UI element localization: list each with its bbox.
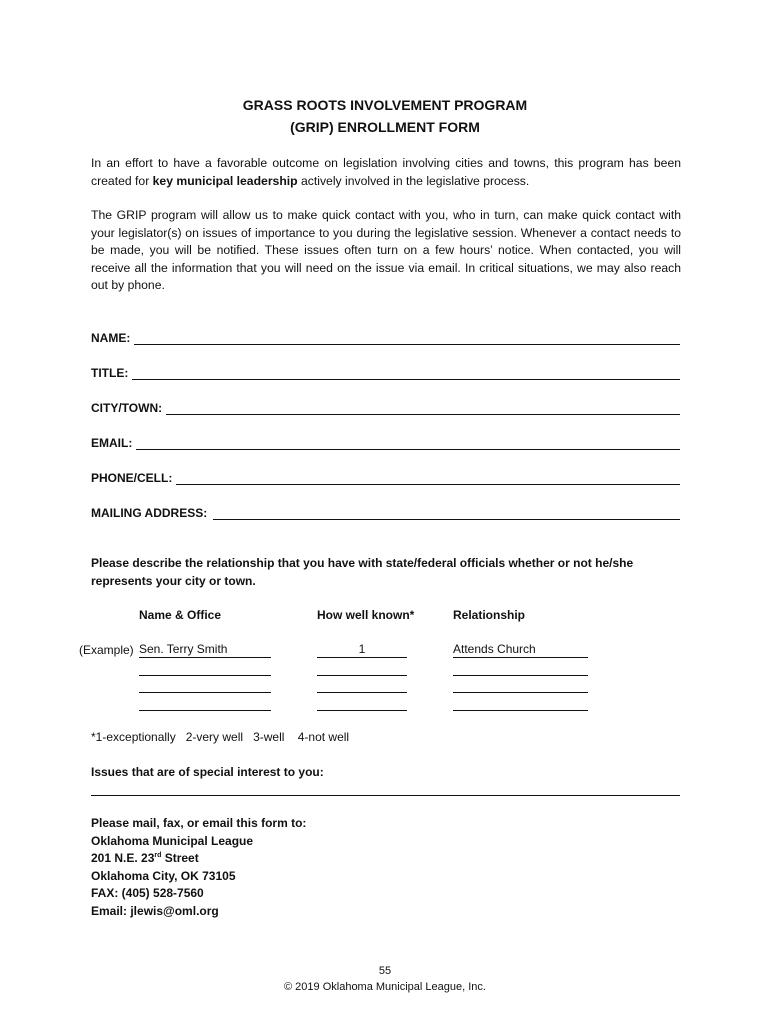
mail-city: Oklahoma City, OK 73105 — [91, 868, 236, 883]
row-1-how-well-line[interactable] — [317, 661, 407, 676]
mail-street-ordinal: rd — [154, 852, 162, 859]
name-label: NAME: — [91, 331, 131, 345]
page-number: 55 — [378, 965, 392, 977]
city-town-input-line[interactable] — [166, 402, 680, 415]
issues-input-line[interactable] — [91, 795, 680, 796]
row-2-how-well-line[interactable] — [317, 678, 407, 693]
phone-cell-input-line[interactable] — [176, 472, 680, 485]
intro-bold-text: key municipal leadership — [152, 173, 298, 188]
form-title-line-2: (GRIP) ENROLLMENT FORM — [290, 119, 480, 135]
city-town-label: CITY/TOWN: — [91, 401, 163, 415]
column-header-how-well-known: How well known* — [317, 608, 415, 622]
row-1-name-office-line[interactable] — [139, 661, 271, 676]
form-title-line-1: GRASS ROOTS INVOLVEMENT PROGRAM — [242, 97, 528, 113]
name-field[interactable] — [91, 327, 680, 345]
mailing-instructions — [91, 815, 306, 920]
column-header-name-office: Name & Office — [139, 608, 222, 622]
mail-email: Email: jlewis@oml.org — [91, 903, 219, 918]
row-1-relationship-line[interactable] — [453, 661, 588, 676]
example-how-well-known: 1 — [317, 643, 407, 658]
row-3-relationship-line[interactable] — [453, 696, 588, 711]
title-field[interactable] — [91, 362, 680, 380]
example-name-office: Sen. Terry Smith — [139, 643, 271, 658]
phone-cell-label: PHONE/CELL: — [91, 471, 173, 485]
mailing-address-input-line[interactable] — [213, 507, 680, 520]
row-3-name-office-line[interactable] — [139, 696, 271, 711]
title-label: TITLE: — [91, 366, 129, 380]
copyright-notice: © 2019 Oklahoma Municipal League, Inc. — [284, 981, 486, 993]
mailing-address-label: MAILING ADDRESS: — [91, 506, 208, 520]
title-input-line[interactable] — [132, 367, 680, 380]
intro-text-1: In an effort to have a favorable outcome on legislation involving cities and towns, this program has been created for — [91, 156, 681, 188]
email-label: EMAIL: — [91, 436, 133, 450]
email-field[interactable] — [91, 432, 680, 450]
mail-fax: FAX: (405) 528-7560 — [91, 886, 204, 900]
phone-cell-field[interactable] — [91, 467, 680, 485]
program-description-paragraph: The GRIP program will allow us to make quick contact with you, who in turn, can make quick contact with your legislator(s) on issues of importance to you during the legislative session. Whenever a contact needs to be made, you will be notified. These issues often turn on a few hours’ notice. When contacted, you will receive all the information that you will need on the issue via email. In critical situations, we may also reach out by phone. — [91, 208, 681, 292]
mail-street — [91, 850, 306, 868]
issues-label: Issues that are of special interest to you: — [91, 765, 324, 779]
city-town-field[interactable] — [91, 397, 680, 415]
mail-heading: Please mail, fax, or email this form to: — [91, 816, 307, 830]
row-2-relationship-line[interactable] — [453, 678, 588, 693]
mail-street-suffix: Street — [161, 851, 199, 865]
example-relationship: Attends Church — [453, 643, 588, 658]
name-input-line[interactable] — [134, 332, 680, 345]
relationship-prompt: Please describe the relationship that you have with state/federal officials whether or not he/she represents your city or town. — [91, 556, 634, 588]
rating-scale-note: *1-exceptionally 2-very well 3-well 4-not well — [91, 730, 350, 744]
intro-text-2: actively involved in the legislative process. — [297, 173, 530, 188]
mail-street-number: 201 N.E. 23 — [91, 851, 155, 865]
column-header-relationship: Relationship — [453, 608, 526, 622]
email-input-line[interactable] — [136, 437, 680, 450]
example-label: (Example) — [79, 643, 134, 657]
row-3-how-well-line[interactable] — [317, 696, 407, 711]
intro-paragraph — [91, 155, 681, 190]
mailing-address-field[interactable] — [91, 502, 680, 520]
row-2-name-office-line[interactable] — [139, 678, 271, 693]
mail-organization: Oklahoma Municipal League — [91, 833, 254, 848]
